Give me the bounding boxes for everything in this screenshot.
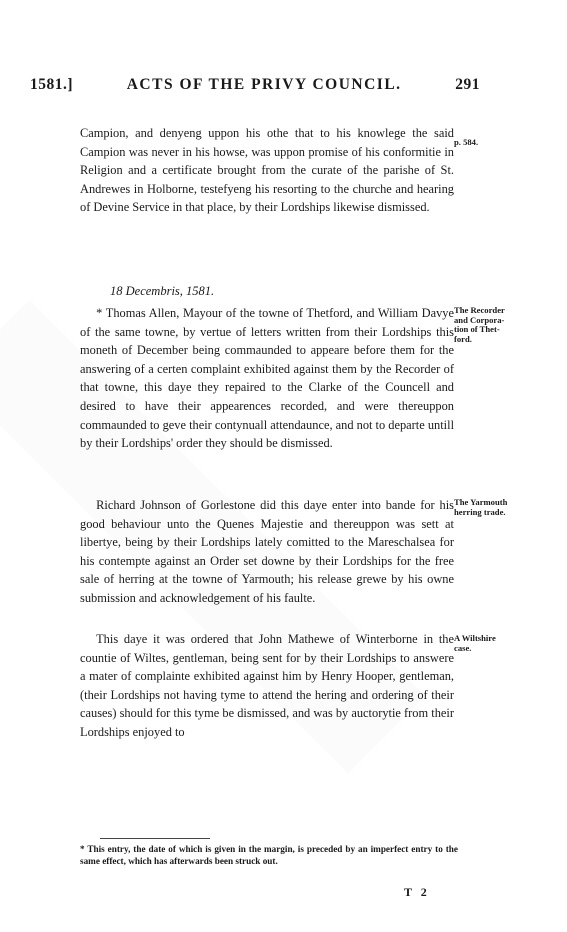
margin-note-yarmouth: The Yarmouth herring trade. [454, 497, 508, 517]
paragraph-yarmouth: Richard Johnson of Gorlestone did this daye enter into bande for his good behaviour unto the Quenes Majestie and thereuppon was sett at libertye, being by their Lordships lately comitted to the Mareschalsea for his contempte against an Order set downe by their Lordships for the free sale of herring at the towne of Yarmouth; his release grewe by his owne submission and acknowledgement of his faulte. [80, 498, 454, 605]
paragraph-campion: Campion, and denyeng uppon his othe that to his knowlege the said Campion was never in his howse, was uppon promise of his conformitie in Religion and a certificate brought from the curate of the parishe of St. Andrewes in Holborne, testefyeng his resorting to the churche and hearing of Devine Service in that place, by their Lordships likewise dismissed. [80, 126, 454, 215]
footnote: * This entry, the date of which is given in the margin, is preceded by an imperfect entry to the same effect, which has afterwards been struck out. [80, 844, 458, 866]
margin-note-recorder: The Recorder and Corpora- tion of Thet- ford. [454, 305, 505, 344]
entry-date: 18 Decembris, 1581. [110, 284, 215, 298]
header-year: 1581.] [30, 76, 74, 93]
margin-note-wiltshire: A Wiltshire case. [454, 633, 496, 653]
margin-page-ref: p. 584. [454, 137, 479, 147]
paragraph-wiltshire: This daye it was ordered that John Mathewe of Winterborne in the countie of Wiltes, gentleman, being sent for by their Lordships to answere a mater of complainte exhibited against him by Henry Hooper, gentleman, (their Lordships not having tyme to attend the hering and ordering of their causes) should for this tyme be dismissed, and was by auctorytie from their Lordships enjoyed to [80, 632, 454, 739]
signature-mark: T 2 [404, 885, 430, 899]
header-page-number: 291 [455, 76, 480, 93]
header-title: ACTS OF THE PRIVY COUNCIL. [126, 76, 402, 93]
paragraph-thetford: * Thomas Allen, Mayour of the towne of Thetford, and William Davye of the same towne, by vertue of letters written from their Lordships this moneth of December being commaunded to appeare before them for the answering of a certen complaint exhibited against them by the Recorder of that towne, this daye they repaired to the Clarke of the Councell and desired to have their appearences recorded, and were thereuppon commaunded to geve their contynuall attendaunce, and not to departe untill by their Lordships' order they should be dismissed. [80, 306, 455, 451]
footnote-rule [100, 838, 210, 839]
running-header [30, 76, 480, 94]
